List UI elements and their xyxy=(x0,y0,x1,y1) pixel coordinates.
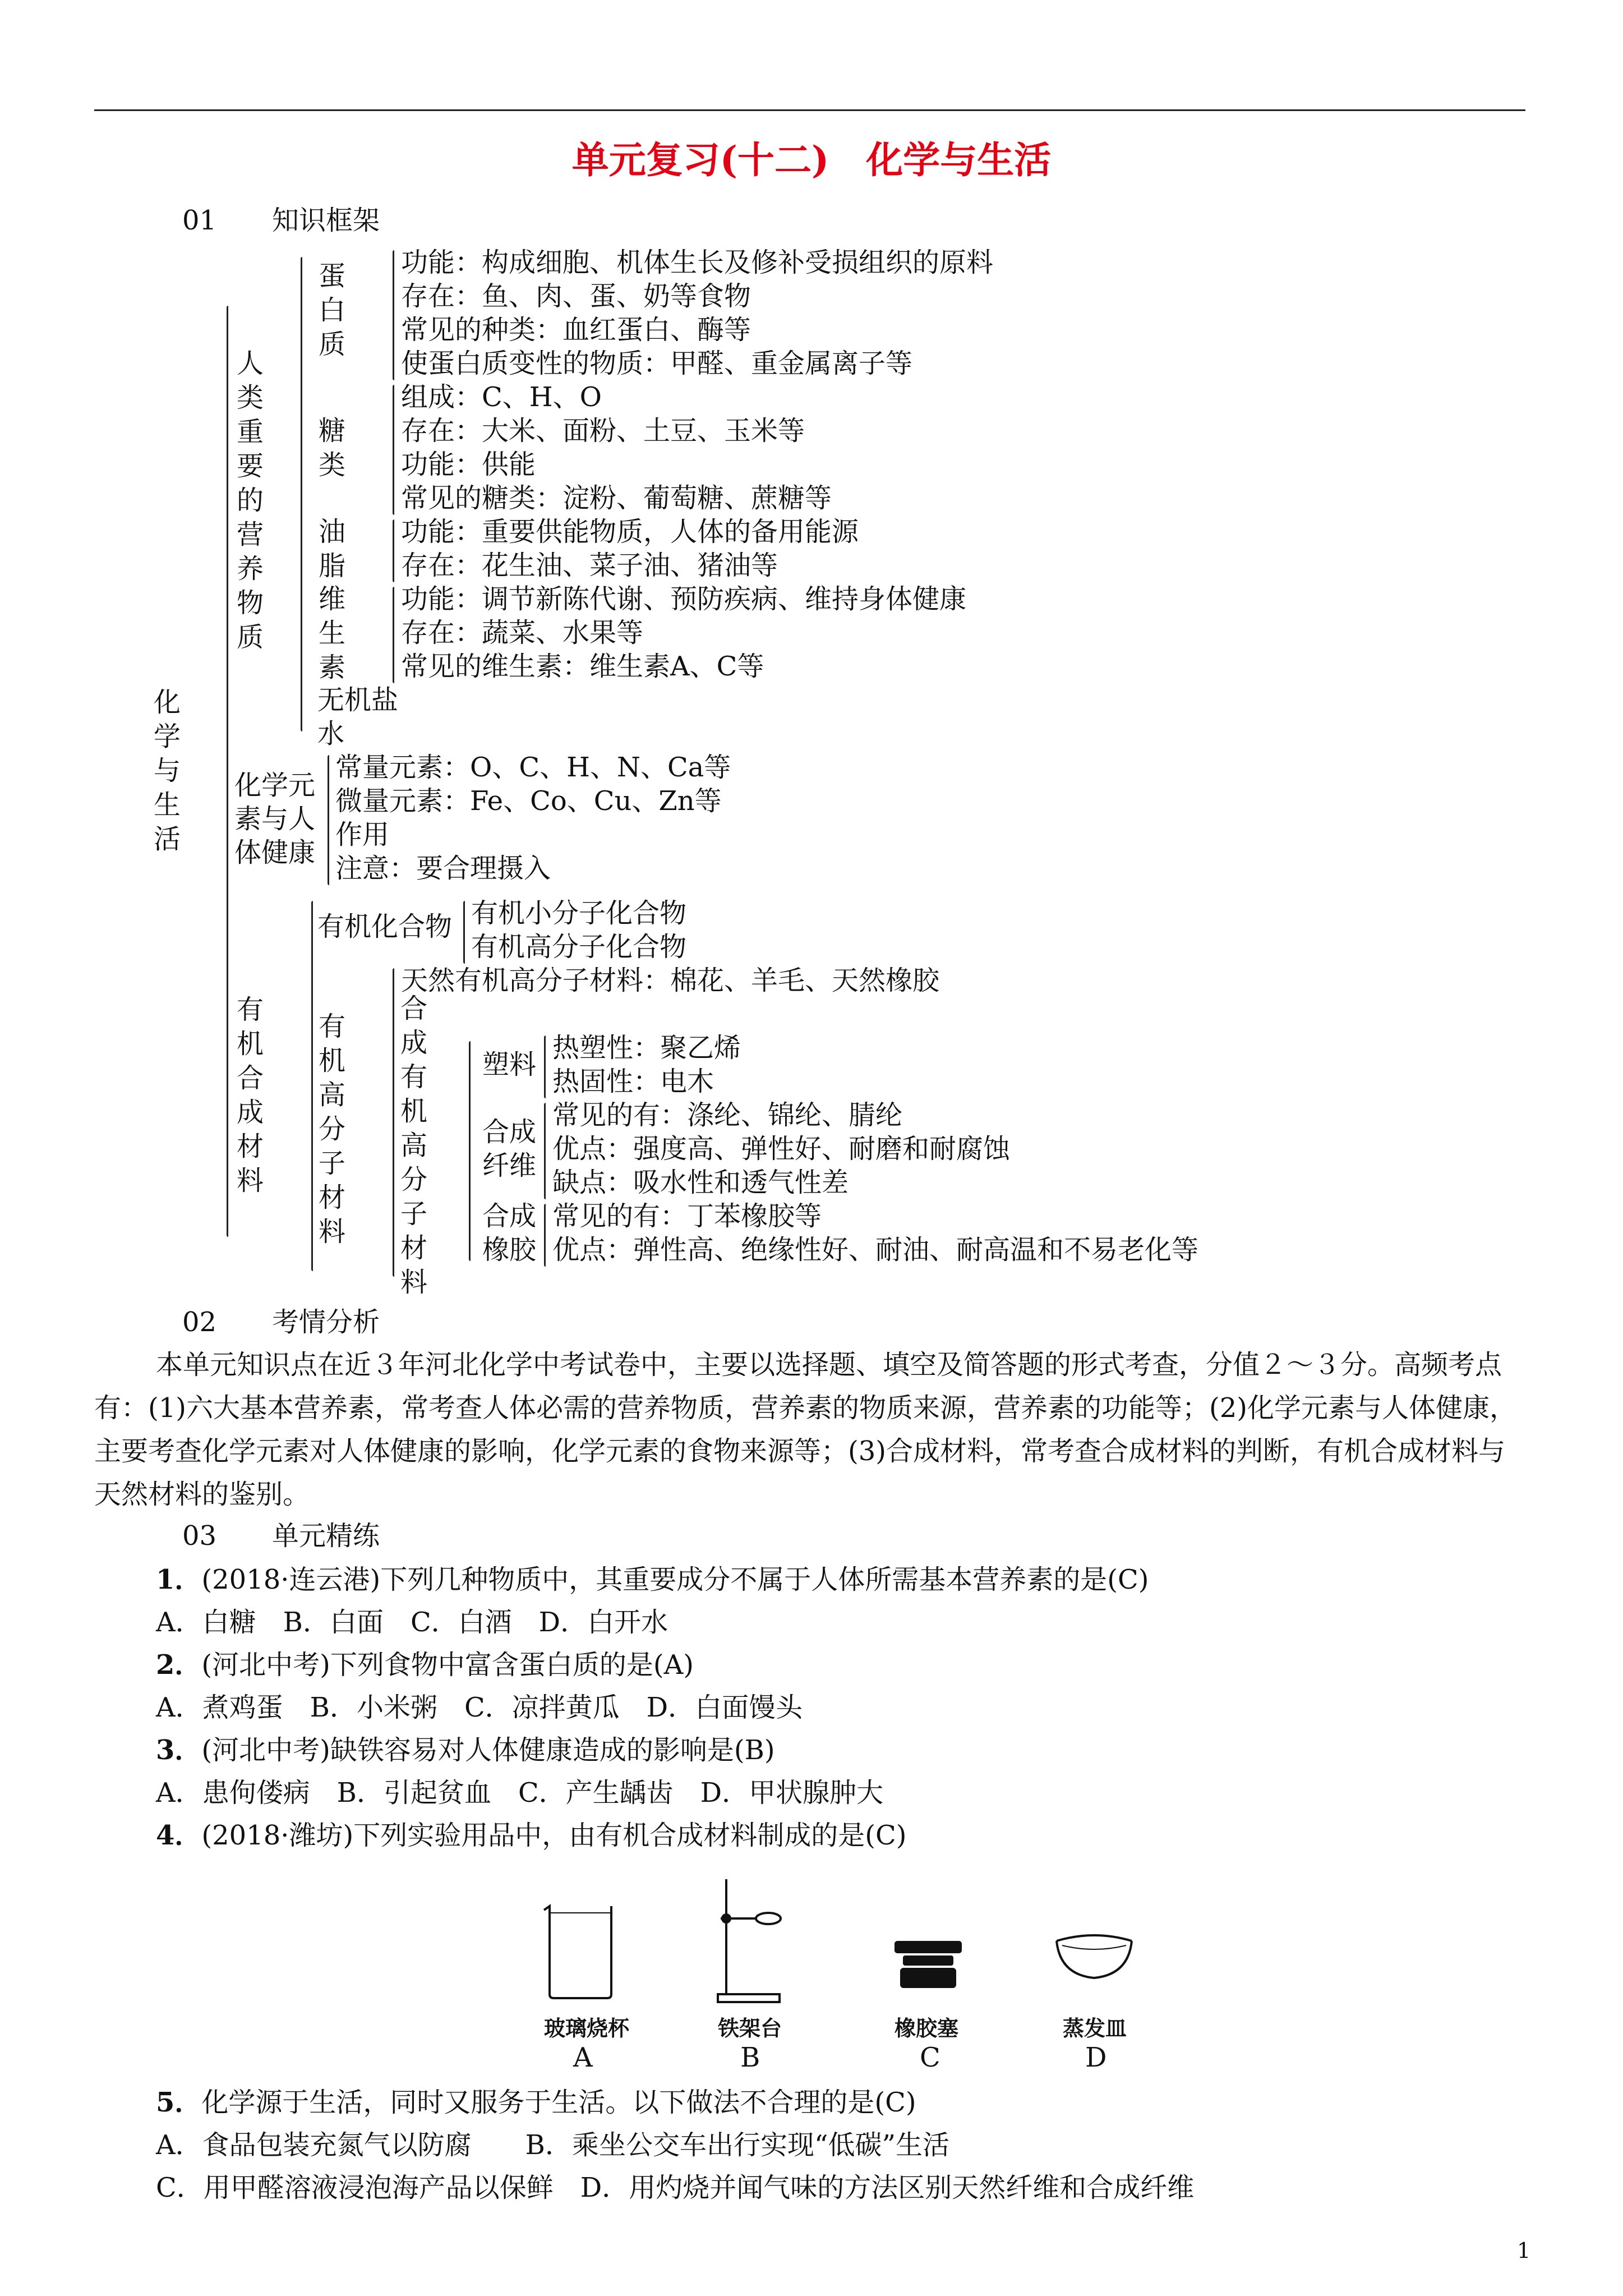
caption-rubber-stopper: 橡胶塞 xyxy=(895,2016,959,2041)
plastic-label: 塑料 xyxy=(482,1049,537,1080)
lab-equipment-figure xyxy=(527,1879,1166,2073)
water-label: 水 xyxy=(317,718,345,749)
protein-label: 蛋白质 xyxy=(318,260,345,360)
plastic-brace xyxy=(544,1036,546,1098)
fiber-brace xyxy=(544,1103,546,1199)
protein-line-4: 使蛋白质变性的物质：甲醛、重金属离子等 xyxy=(401,348,913,379)
question-1-number: 1． xyxy=(156,1564,202,1595)
rubber-line-1: 常见的有：丁苯橡胶等 xyxy=(552,1200,822,1232)
question-3-stem: (河北中考)缺铁容易对人体健康造成的影响是(B) xyxy=(201,1734,775,1766)
section-02-number: 02 xyxy=(182,1306,217,1338)
section-03-label: 单元精练 xyxy=(272,1520,380,1552)
question-4-stem: (2018·潍坊)下列实验用品中，由有机合成材料制成的是(C) xyxy=(201,1820,907,1851)
rubber-label-2: 橡胶 xyxy=(482,1234,537,1266)
section-03-number: 03 xyxy=(182,1520,217,1552)
vitamin-line-1: 功能：调节新陈代谢、预防疾病、维持身体健康 xyxy=(401,583,967,615)
caption-evaporating-dish: 蒸发皿 xyxy=(1063,2016,1127,2041)
question-1-stem: (2018·连云港)下列几种物质中，其重要成分不属于人体所需基本营养素的是(C) xyxy=(201,1564,1149,1595)
question-2-options: A．煮鸡蛋 B．小米粥 C．凉拌黄瓜 D．白面馒头 xyxy=(156,1692,803,1723)
elements-line-3: 作用 xyxy=(335,819,390,850)
rubber-label-1: 合成 xyxy=(482,1200,537,1232)
protein-line-1: 功能：构成细胞、机体生长及修补受损组织的原料 xyxy=(401,247,994,278)
vitamin-label: 维生素 xyxy=(318,583,345,683)
lab-equipment-drawing xyxy=(527,1879,1166,2008)
organic-line-2: 有机高分子化合物 xyxy=(471,931,687,963)
evaporating-dish-icon xyxy=(1057,1935,1132,1978)
synthetic-polymer-label: 合成有机高分子材料 xyxy=(400,993,427,1298)
question-1 xyxy=(156,1563,1149,1596)
iron-stand-icon xyxy=(718,1879,781,2002)
protein-brace xyxy=(393,250,394,380)
tree-root: 化学与生活 xyxy=(153,687,181,855)
sugar-line-2: 存在：大米、面粉、土豆、玉米等 xyxy=(401,415,805,447)
vitamin-brace xyxy=(393,587,394,683)
question-4 xyxy=(156,1819,906,1852)
nutrients-brace xyxy=(301,257,302,731)
fat-brace xyxy=(393,519,394,582)
letter-d: D xyxy=(1085,2042,1107,2073)
analysis-paragraph: 本单元知识点在近３年河北化学中考试卷中，主要以选择题、填空及简答题的形式考查，分值２～３分。高频考点有：(1)六大基本营养素，常考查人体必需的营养物质，营养素的物质来源，营养素的功能等；(2)化学元素与人体健康，主要考查化学元素对人体健康的影响，化学元素的食物来源等；(3)合成材料，常考查合成材料的判断，有机合成材料与天然材料的鉴别。 xyxy=(94,1349,1516,1510)
section-01-number: 01 xyxy=(182,205,217,236)
beaker-icon xyxy=(544,1906,611,1998)
letter-c: C xyxy=(920,2042,940,2073)
fiber-line-2: 优点：强度高、弹性好、耐磨和耐腐蚀 xyxy=(552,1133,1011,1165)
page-title: 单元复习(十二) 化学与生活 xyxy=(571,138,1052,182)
fiber-label-1: 合成 xyxy=(482,1116,537,1148)
sugar-label: 糖类 xyxy=(318,415,345,481)
fiber-label-2: 纤维 xyxy=(482,1150,537,1181)
caption-iron-stand: 铁架台 xyxy=(718,2016,782,2041)
question-5-options-1: A．食品包装充氮气以防腐 B．乘坐公交车出行实现“低碳”生活 xyxy=(156,2129,950,2161)
elements-brace xyxy=(328,755,329,885)
vitamin-line-3: 常见的维生素：维生素A、C等 xyxy=(401,651,764,682)
rubber-brace xyxy=(544,1204,546,1267)
protein-line-2: 存在：鱼、肉、蛋、奶等食物 xyxy=(401,280,751,312)
question-4-number: 4． xyxy=(156,1820,202,1851)
fat-label: 油脂 xyxy=(318,516,345,582)
letter-b: B xyxy=(740,2042,760,2073)
polymer-material-label: 有机高分子材料 xyxy=(318,1011,345,1248)
header-rule xyxy=(94,109,1525,111)
organic-compound-brace xyxy=(463,901,465,964)
natural-polymer-line: 天然有机高分子材料：棉花、羊毛、天然橡胶 xyxy=(401,965,940,996)
question-5 xyxy=(156,2086,916,2119)
synthetic-brace xyxy=(469,1041,471,1261)
sugar-line-1: 组成：C、H、O xyxy=(401,381,602,413)
question-5-stem: 化学源于生活，同时又服务于生活。以下做法不合理的是(C) xyxy=(201,2087,916,2118)
elements-line-1: 常量元素：O、C、H、N、Ca等 xyxy=(335,752,731,783)
group-elements-label-2: 素与人 xyxy=(234,803,316,835)
group-nutrients-label: 人类重要的营养物质 xyxy=(236,348,264,653)
group-elements-label-3: 体健康 xyxy=(234,837,316,868)
sugar-brace xyxy=(393,385,394,515)
polymer-brace xyxy=(393,968,394,1277)
elements-line-2: 微量元素：Fe、Co、Cu、Zn等 xyxy=(335,785,722,817)
group-materials-label: 有机合成材料 xyxy=(236,994,264,1197)
letter-a: A xyxy=(573,2042,593,2073)
question-2-number: 2． xyxy=(156,1649,202,1681)
rubber-line-2: 优点：弹性高、绝缘性好、耐油、耐高温和不易老化等 xyxy=(552,1234,1199,1266)
rubber-stopper-icon xyxy=(895,1941,962,1988)
organic-line-1: 有机小分子化合物 xyxy=(471,898,687,929)
question-3-options: A．患佝偻病 B．引起贫血 C．产生龋齿 D．甲状腺肿大 xyxy=(156,1777,884,1809)
caption-beaker: 玻璃烧杯 xyxy=(544,2016,630,2041)
question-2-stem: (河北中考)下列食物中富含蛋白质的是(A) xyxy=(201,1649,694,1681)
sugar-line-4: 常见的糖类：淀粉、葡萄糖、蔗糖等 xyxy=(401,482,832,514)
elements-line-4: 注意：要合理摄入 xyxy=(335,853,551,884)
root-brace xyxy=(227,306,228,1237)
plastic-line-1: 热塑性：聚乙烯 xyxy=(552,1032,741,1064)
section-01-label: 知识框架 xyxy=(272,205,380,236)
materials-brace xyxy=(311,901,313,1271)
question-2 xyxy=(156,1648,694,1682)
mineral-salt-label: 无机盐 xyxy=(317,684,399,716)
question-5-options-2: C．用甲醛溶液浸泡海产品以保鲜 D．用灼烧并闻气味的方法区别天然纤维和合成纤维 xyxy=(156,2172,1195,2203)
question-3 xyxy=(156,1733,775,1767)
vitamin-line-2: 存在：蔬菜、水果等 xyxy=(401,617,644,648)
fat-line-2: 存在：花生油、菜子油、猪油等 xyxy=(401,550,778,581)
page-number: 1 xyxy=(1517,2238,1531,2263)
question-1-options: A．白糖 B．白面 C．白酒 D．白开水 xyxy=(156,1607,668,1638)
fiber-line-1: 常见的有：涤纶、锦纶、腈纶 xyxy=(552,1099,903,1131)
plastic-line-2: 热固性：电木 xyxy=(552,1066,714,1097)
question-5-number: 5． xyxy=(156,2087,202,2118)
fat-line-1: 功能：重要供能物质，人体的备用能源 xyxy=(401,516,859,547)
question-3-number: 3． xyxy=(156,1734,202,1766)
fiber-line-3: 缺点：吸水性和透气性差 xyxy=(552,1167,849,1198)
section-02-label: 考情分析 xyxy=(272,1306,380,1338)
protein-line-3: 常见的种类：血红蛋白、酶等 xyxy=(401,314,751,346)
group-elements-label-1: 化学元 xyxy=(234,770,316,801)
organic-compound-label: 有机化合物 xyxy=(317,911,453,942)
sugar-line-3: 功能：供能 xyxy=(401,449,536,480)
